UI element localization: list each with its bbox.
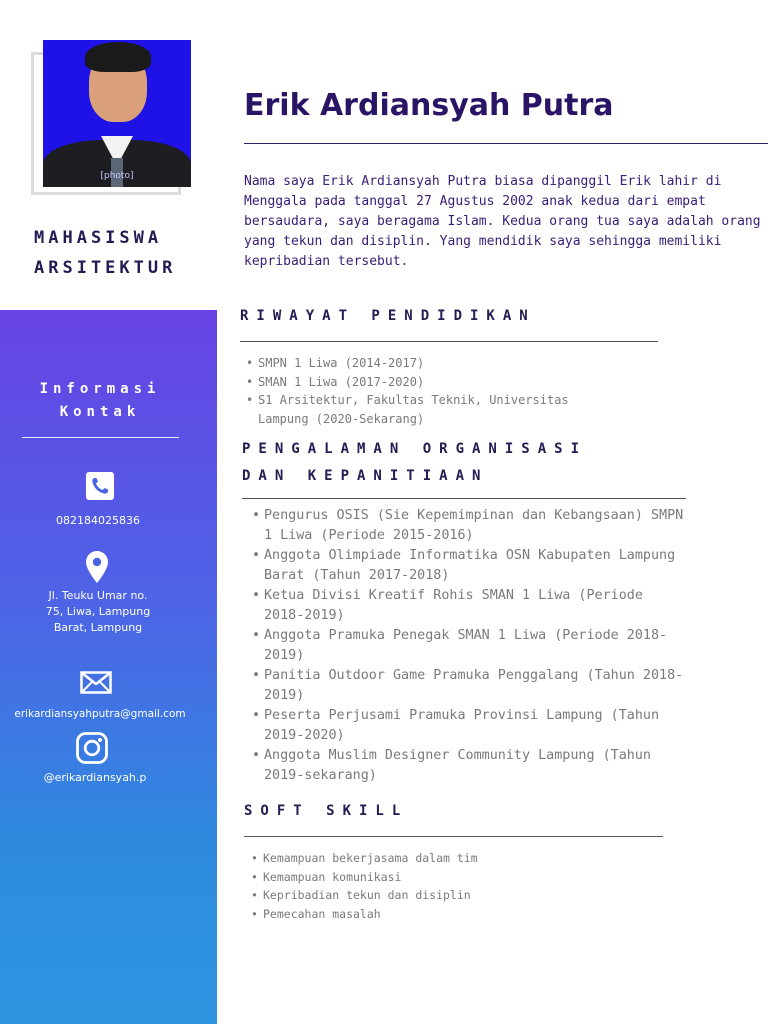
contact-title-line-2: Kontak [59,404,141,420]
education-list [244,354,604,429]
contact-divider [22,437,179,438]
person-name: Erik Ardiansyah Putra [244,88,614,123]
phone-icon [86,472,114,500]
organization-divider [242,498,686,499]
organization-item: • Anggota Olimpiade Informatika OSN Kabupaten Lampung Barat (Tahun 2017-2018) [250,546,690,586]
organization-item: • Peserta Perjusami Pramuka Provinsi Lampung (Tahun 2019-2020) [250,706,690,746]
organization-item: • Ketua Divisi Kreatif Rohis SMAN 1 Liwa (Periode 2018-2019) [250,586,690,626]
address-line-1: Jl. Teuku Umar no. [48,589,148,602]
organization-item: • Pengurus OSIS (Sie Kepemimpinan dan Kebangsaan) SMPN 1 Liwa (Periode 2015-2016) [250,506,690,546]
skill-item: • Kepribadian tekun dan disiplin [249,886,609,905]
name-divider [244,143,768,144]
contact-email[interactable]: erikardiansyahputra@gmail.com [14,708,186,720]
skill-item: • Kemampuan komunikasi [249,868,609,887]
address-line-3: Barat, Lampung [53,621,143,634]
role-line-1: MAHASISWA [34,228,163,248]
skill-item: • Pemecahan masalah [249,905,609,924]
organization-item: • Anggota Pramuka Penegak SMAN 1 Liwa (Periode 2018-2019) [250,626,690,666]
skills-title: SOFT SKILL [244,803,409,819]
skills-list [249,849,609,923]
organization-title-line-1: PENGALAMAN ORGANISASI [242,441,588,457]
envelope-icon [80,671,112,694]
education-item: • SMAN 1 Liwa (2017-2020) [244,373,604,392]
address-line-2: 75, Liwa, Lampung [45,605,151,618]
organization-title-line-2: DAN KEPANITIAAN [242,468,489,484]
skills-divider [244,836,663,837]
contact-instagram[interactable]: @erikardiansyah.p [43,771,147,784]
education-title: RIWAYAT PENDIDIKAN [240,308,536,324]
contact-phone[interactable]: 082184025836 [56,514,140,527]
education-divider [240,341,658,342]
organization-item: • Anggota Muslim Designer Community Lampung (Tahun 2019-sekarang) [250,746,690,786]
organization-list [250,506,690,786]
organization-title [242,436,587,490]
profile-photo: [photo] [43,40,191,187]
organization-item: • Panitia Outdoor Game Pramuka Penggalang (Tahun 2018-2019) [250,666,690,706]
education-item: • S1 Arsitektur, Fakultas Teknik, Universitas Lampung (2020-Sekarang) [244,391,604,428]
contact-title-line-1: Informasi [39,381,161,397]
education-item: • SMPN 1 Liwa (2014-2017) [244,354,604,373]
skill-item: • Kemampuan bekerjasama dalam tim [249,849,609,868]
role-title [34,223,204,283]
contact-address [0,588,196,636]
contact-title [0,378,200,424]
role-line-2: ARSITEKTUR [34,258,177,278]
instagram-icon [76,732,108,764]
location-pin-icon [86,551,108,583]
bio-paragraph: Nama saya Erik Ardiansyah Putra biasa dipanggil Erik lahir di Menggala pada tanggal 27 Agustus 2002 anak kedua dari empat bersaudara, saya beragama Islam. Kedua orang tua saya adalah orang yang tekun dan disiplin. Yang mendidik saya sehingga memiliki kepribadian tersebut. [244,174,761,269]
